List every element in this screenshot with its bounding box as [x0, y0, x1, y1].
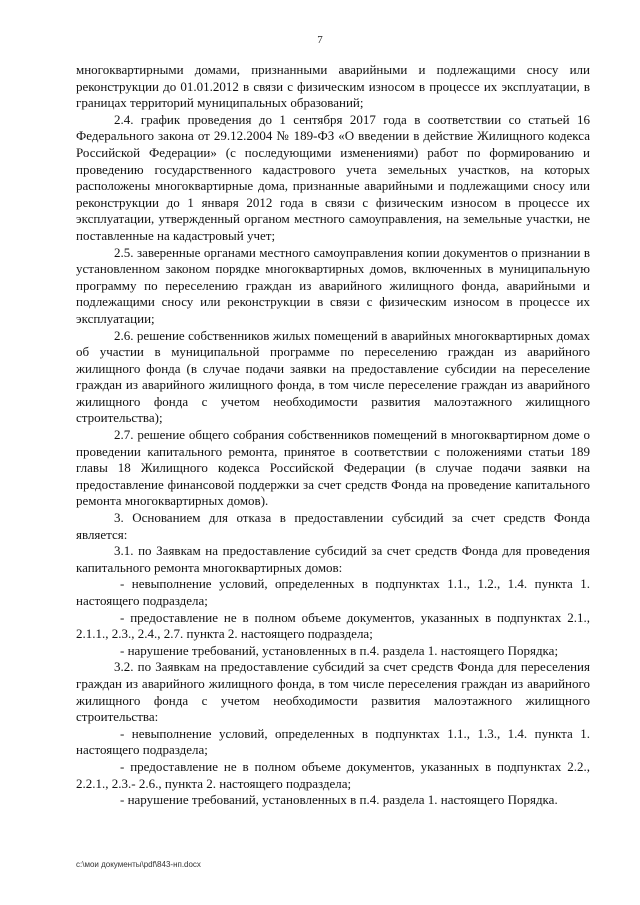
paragraph-2-6: 2.6. решение собственников жилых помещений в аварийных многоквартирных домах об участии в муниципальной программе по переселению граждан из аварийного жилищного фонда (в случае подачи заявки на предоставление субсидии на переселение граждан из аварийного жилищного фонда, в том числе переселение граждан из аварийного жилищного фонда с учетом необходимости развития малоэтажного жилищного строительства); — [76, 327, 590, 426]
list-item: - невыполнение условий, определенных в подпунктах 1.1., 1.2., 1.4. пункта 1. настоящего подраздела; — [76, 576, 590, 608]
paragraph-2-4: 2.4. график проведения до 1 сентября 2017 года в соответствии со статьей 16 Федерального закона от 29.12.2004 № 189-ФЗ «О введении в действие Жилищного кодекса Российской Федерации» (с последующими изменениями) работ по формированию и проведению государственного кадастрового учета земельных участков, на которых расположены многоквартирные дома, признанные аварийными и подлежащими сносу или реконструкции до 1 января 2012 года в связи с физическим износом в процессе их эксплуатации, утвержденный органом местного самоуправления, на земельные участки, не поставленные на кадастровый учет; — [76, 111, 590, 243]
document-body — [76, 62, 590, 809]
list-item: - нарушение требований, установленных в п.4. раздела 1. настоящего Порядка. — [120, 792, 558, 808]
list-item: - предоставление не в полном объеме документов, указанных в подпунктах 2.2., 2.2.1., 2.3.- 2.6., пункта 2. настоящего подраздела; — [76, 758, 590, 791]
paragraph-3-2: 3.2. по Заявкам на предоставление субсидий за счет средств Фонда для переселения граждан из аварийного жилищного фонда, в том числе переселения граждан из аварийного жилищного фонда с учетом необходимости развития малоэтажного жилищного строительства: — [76, 659, 590, 725]
paragraph-continuation: многоквартирными домами, признанными аварийными и подлежащими сносу или реконструкции до 01.01.2012 в связи с физическим износом в процессе их эксплуатации, в границах территорий муниципальных образований; — [76, 62, 590, 111]
paragraph-3-1: 3.1. по Заявкам на предоставление субсидий за счет средств Фонда для проведения капитального ремонта многоквартирных домов: — [76, 543, 590, 575]
list-item: - невыполнение условий, определенных в подпунктах 1.1., 1.3., 1.4. пункта 1. настоящего подраздела; — [76, 725, 590, 758]
paragraph-2-7: 2.7. решение общего собрания собственников помещений в многоквартирном доме о проведении капитального ремонта, принятое в соответствии с положениями статьи 189 главы 18 Жилищного кодекса Российской Федерации (в случае подачи заявки на предоставление финансовой поддержки за счет средств Фонда на проведение капитального ремонта многоквартирных домов). — [76, 427, 590, 509]
paragraph-3: 3. Основанием для отказа в предоставлении субсидий за счет средств Фонда является: — [76, 510, 590, 542]
file-path-footer: c:\мои документы\pdf\843-нп.docx — [76, 860, 201, 869]
list-item: - предоставление не в полном объеме документов, указанных в подпунктах 2.1., 2.1.1., 2.3., 2.4., 2.7. пункта 2. настоящего подраздела; — [76, 609, 590, 642]
paragraph-2-5: 2.5. заверенные органами местного самоуправления копии документов о признании в установленном законом порядке многоквартирных домов, включенных в муниципальную программу по переселению граждан из аварийного жилищного фонда, аварийными и подлежащими сносу или реконструкции в связи с физическим износом в процессе их эксплуатации; — [76, 244, 590, 326]
list-item: - нарушение требований, установленных в п.4. раздела 1. настоящего Порядка; — [120, 642, 559, 658]
page-number: 7 — [317, 34, 323, 46]
